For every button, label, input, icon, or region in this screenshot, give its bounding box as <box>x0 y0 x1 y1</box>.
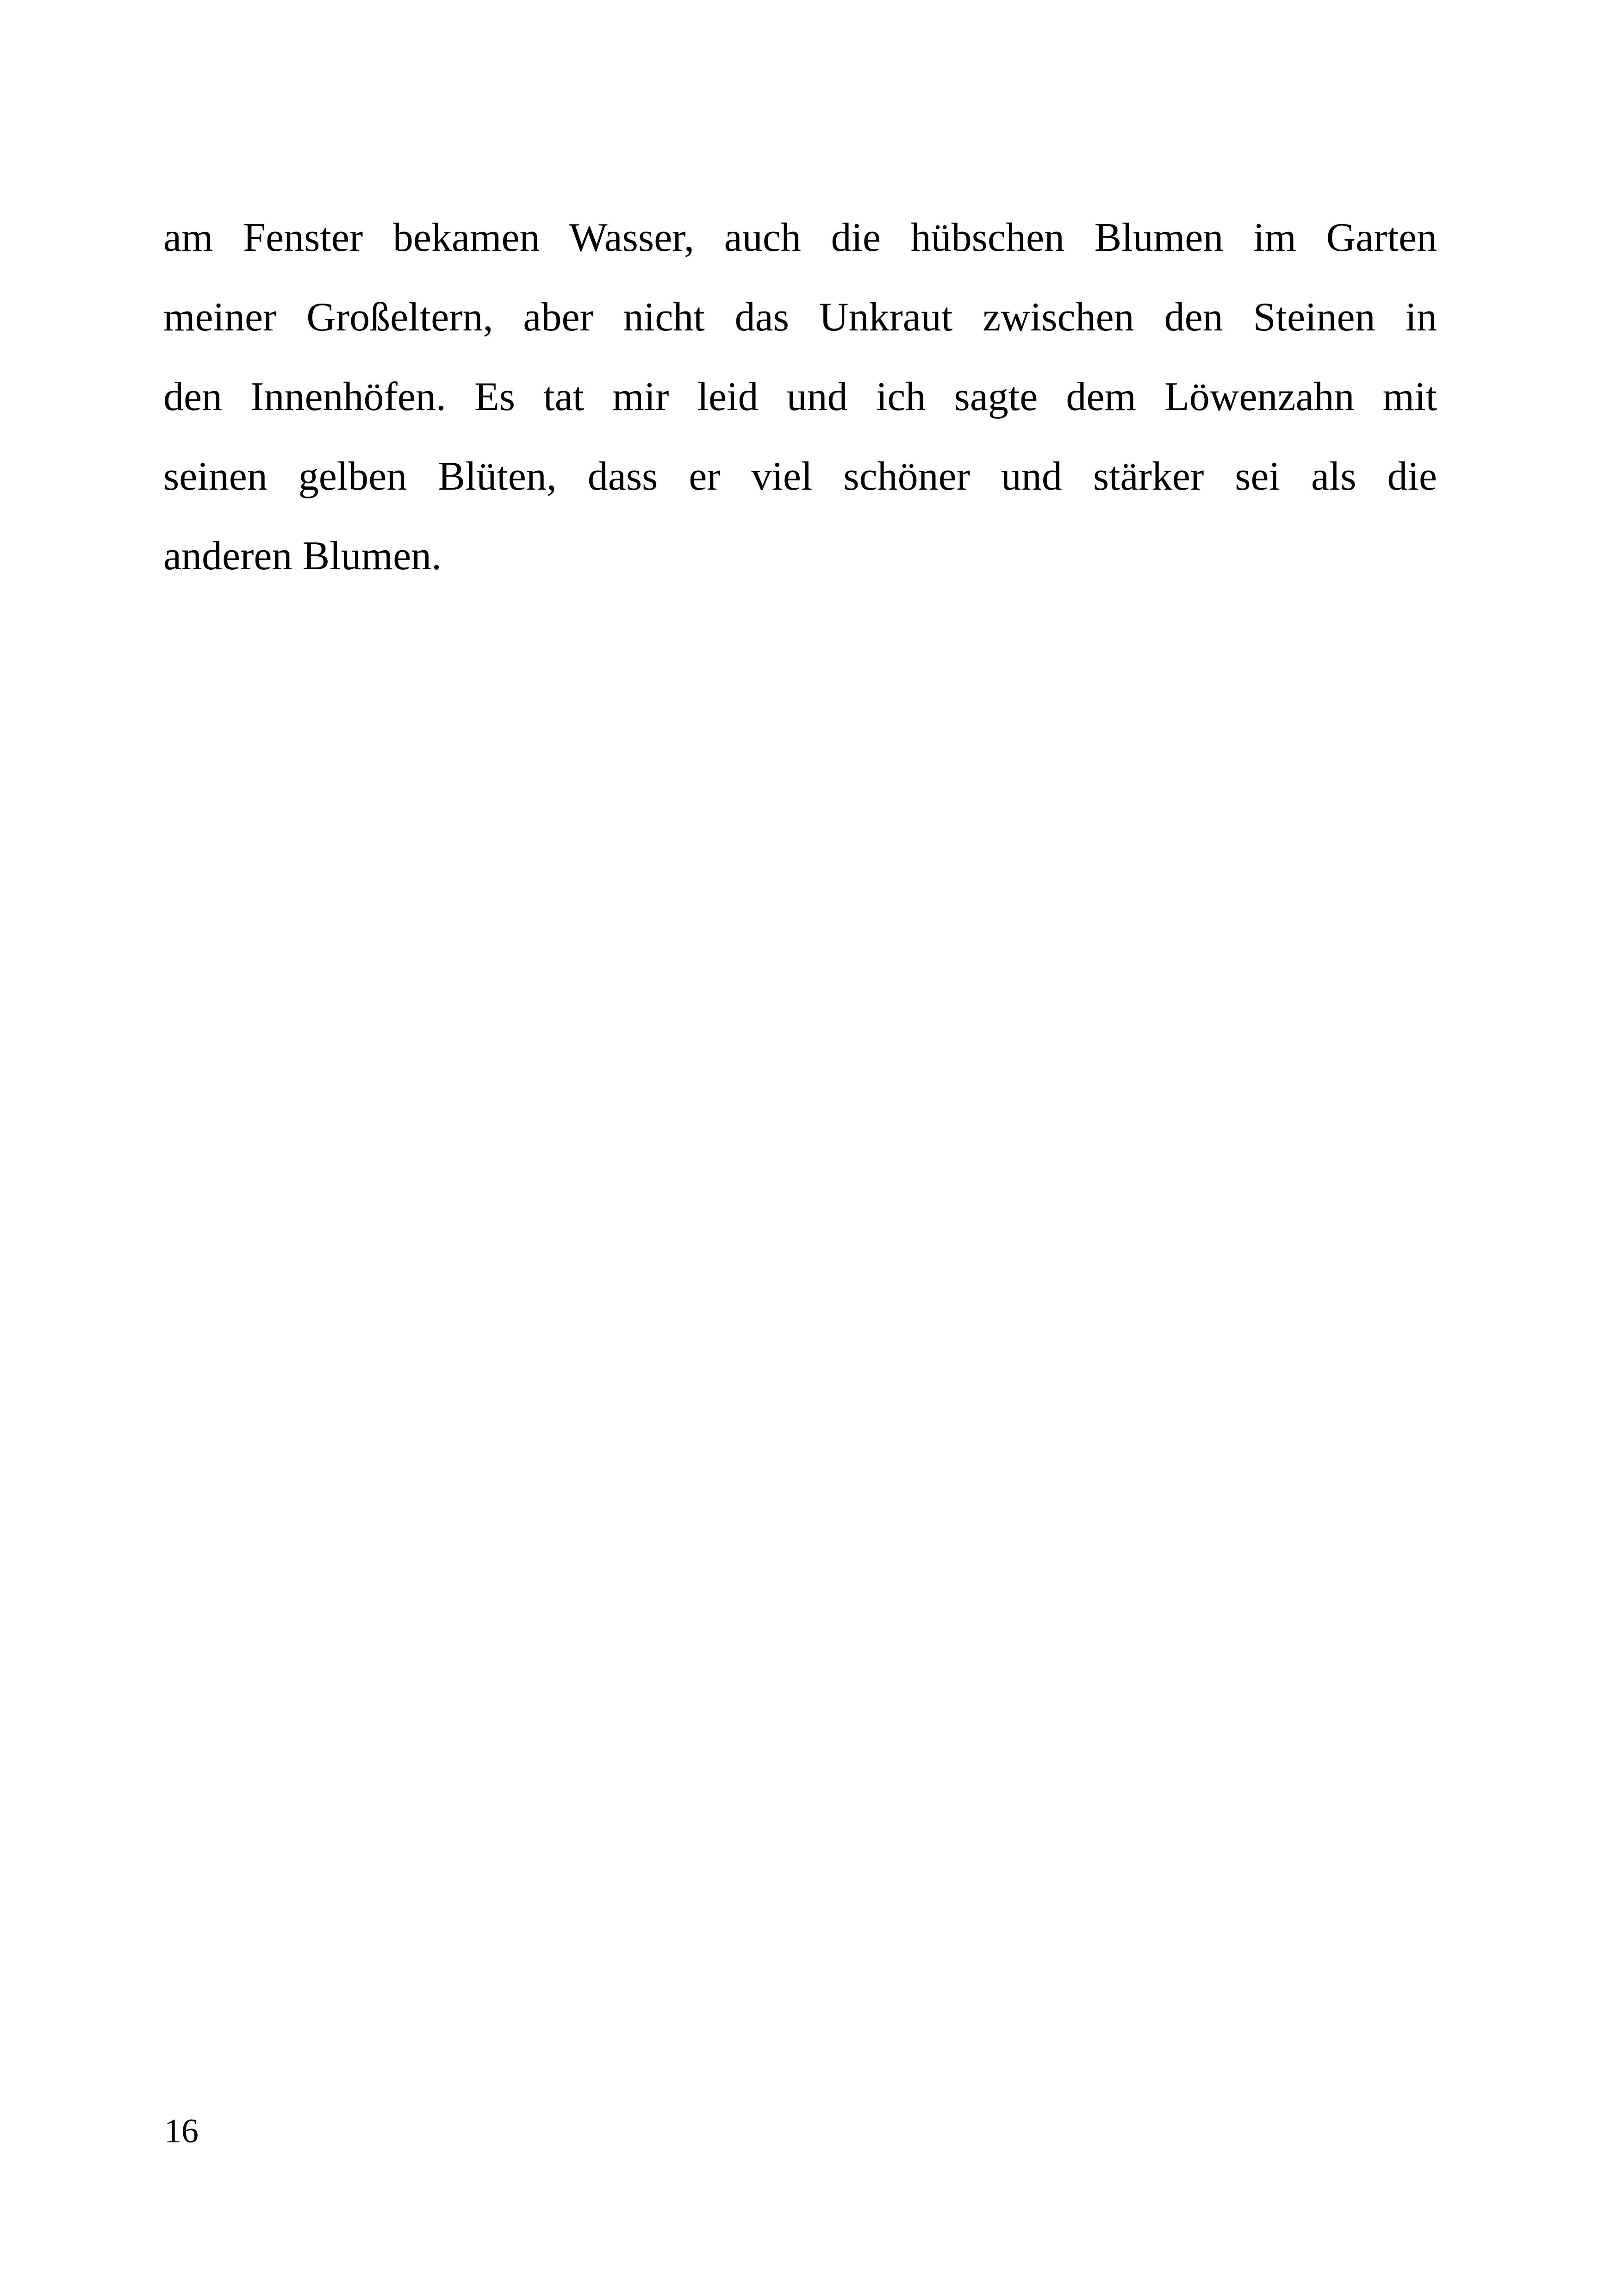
text-line: anderen Blumen. <box>163 534 442 579</box>
text-line: meiner Großeltern, aber nicht das Unkraut zwischen den Steinen in <box>163 295 1437 340</box>
text-line: seinen gelben Blüten, dass er viel schöner und stärker sei als die <box>163 454 1437 499</box>
page-number: 16 <box>164 2112 199 2150</box>
text-line: am Fenster bekamen Wasser, auch die hübschen Blumen im Garten <box>163 215 1437 260</box>
body-paragraph <box>163 198 1437 596</box>
text-line: den Innenhöfen. Es tat mir leid und ich sagte dem Löwenzahn mit <box>163 374 1437 419</box>
